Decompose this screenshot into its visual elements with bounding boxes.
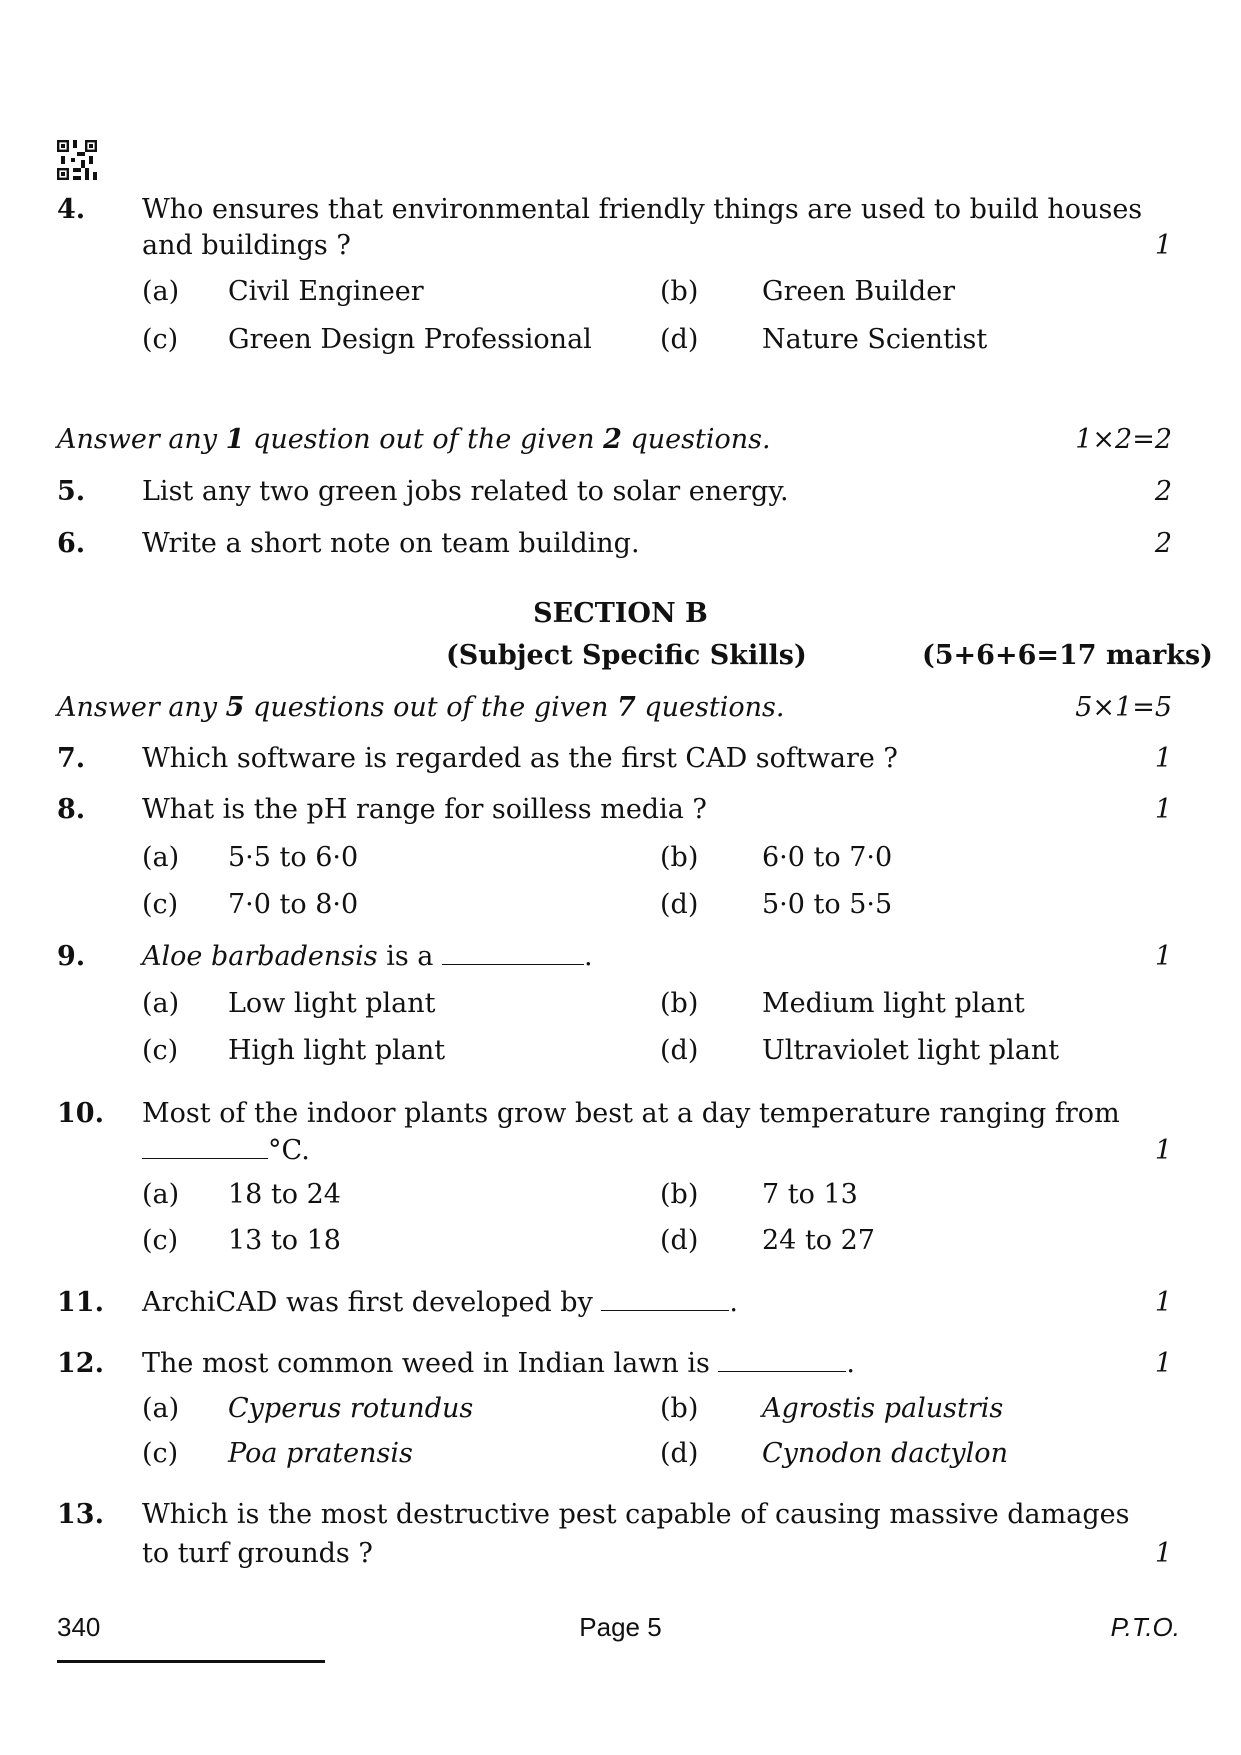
- option-text: Medium light plant: [762, 988, 1025, 1019]
- option-letter: (a): [142, 988, 180, 1019]
- option-text: 5·0 to 5·5: [762, 889, 893, 920]
- question-number: 10.: [57, 1098, 104, 1129]
- question-text: and buildings ?: [142, 230, 351, 261]
- option-text: 24 to 27: [762, 1225, 875, 1256]
- option-text: Agrostis palustris: [762, 1393, 1004, 1424]
- question-text: What is the pH range for soilless media ?: [142, 794, 707, 825]
- marks-label: 2: [1154, 528, 1172, 559]
- marks-label: 1: [1154, 230, 1172, 261]
- question-text: to turf grounds ?: [142, 1538, 373, 1569]
- option-letter: (a): [142, 276, 180, 307]
- marks-label: 1: [1154, 941, 1172, 972]
- option-text: Green Builder: [762, 276, 956, 307]
- marks-label: 1: [1154, 1287, 1172, 1318]
- question-number: 8.: [57, 794, 86, 825]
- marks-label: 1: [1154, 794, 1172, 825]
- option-text: 7·0 to 8·0: [228, 889, 359, 920]
- option-text: Cyperus rotundus: [228, 1393, 474, 1424]
- section-title: SECTION B: [533, 598, 708, 629]
- question-text: List any two green jobs related to solar energy.: [142, 476, 789, 507]
- marks-label: 2: [1154, 476, 1172, 507]
- option-letter: (c): [142, 324, 179, 355]
- option-text: 18 to 24: [228, 1179, 341, 1210]
- option-text: High light plant: [228, 1035, 446, 1066]
- question-number: 6.: [57, 528, 86, 559]
- question-text: °C.: [142, 1133, 310, 1169]
- option-letter: (d): [660, 1438, 699, 1469]
- option-letter: (d): [660, 324, 699, 355]
- marks-label: 5×1=5: [1075, 692, 1172, 723]
- option-text: 7 to 13: [762, 1179, 858, 1210]
- marks-label: 1×2=2: [1075, 424, 1172, 455]
- option-letter: (c): [142, 1438, 179, 1469]
- question-text: Most of the indoor plants grow best at a day temperature ranging from: [142, 1098, 1120, 1129]
- option-letter: (d): [660, 1225, 699, 1256]
- option-text: 5·5 to 6·0: [228, 842, 359, 873]
- option-letter: (b): [660, 988, 699, 1019]
- option-letter: (b): [660, 1179, 699, 1210]
- option-letter: (c): [142, 1225, 179, 1256]
- option-letter: (d): [660, 889, 699, 920]
- option-text: Low light plant: [228, 988, 436, 1019]
- option-letter: (b): [660, 842, 699, 873]
- question-number: 7.: [57, 743, 86, 774]
- question-text: ArchiCAD was first developed by .: [142, 1287, 739, 1318]
- marks-label: 1: [1154, 1348, 1172, 1379]
- qr-code-icon: [57, 140, 97, 180]
- option-text: Ultraviolet light plant: [762, 1035, 1060, 1066]
- option-text: Green Design Professional: [228, 324, 592, 355]
- section-subtitle: (Subject Specific Skills): [446, 640, 807, 671]
- marks-label: 1: [1154, 1135, 1172, 1166]
- question-text: The most common weed in Indian lawn is .: [142, 1348, 855, 1379]
- option-letter: (c): [142, 889, 179, 920]
- question-number: 11.: [57, 1287, 104, 1318]
- option-letter: (a): [142, 1179, 180, 1210]
- option-text: Nature Scientist: [762, 324, 988, 355]
- instruction: Answer any 5 questions out of the given 7 questions.: [57, 692, 785, 723]
- question-text: Which is the most destructive pest capable of causing massive damages: [142, 1499, 1130, 1530]
- question-text: Aloe barbadensis is a .: [142, 941, 593, 972]
- footer-rule: [57, 1660, 325, 1663]
- section-marks: (5+6+6=17 marks): [922, 640, 1213, 671]
- question-number: 4.: [57, 194, 86, 225]
- page-number: Page 5: [579, 1612, 662, 1642]
- option-text: 6·0 to 7·0: [762, 842, 893, 873]
- question-text: Which software is regarded as the first CAD software ?: [142, 743, 898, 774]
- option-text: Poa pratensis: [228, 1438, 413, 1469]
- option-text: 13 to 18: [228, 1225, 341, 1256]
- instruction: Answer any 1 question out of the given 2 questions.: [57, 424, 771, 455]
- option-letter: (d): [660, 1035, 699, 1066]
- option-letter: (b): [660, 276, 699, 307]
- marks-label: 1: [1154, 1538, 1172, 1569]
- option-text: Cynodon dactylon: [762, 1438, 1008, 1469]
- option-letter: (c): [142, 1035, 179, 1066]
- question-number: 12.: [57, 1348, 104, 1379]
- paper-code: 340: [57, 1612, 101, 1642]
- question-text: Who ensures that environmental friendly things are used to build houses: [142, 194, 1143, 225]
- question-number: 5.: [57, 476, 86, 507]
- marks-label: 1: [1154, 743, 1172, 774]
- question-number: 13.: [57, 1499, 104, 1530]
- question-number: 9.: [57, 941, 86, 972]
- option-letter: (b): [660, 1393, 699, 1424]
- option-text: Civil Engineer: [228, 276, 424, 307]
- question-text: Write a short note on team building.: [142, 528, 640, 559]
- pto-label: P.T.O.: [1110, 1612, 1180, 1642]
- option-letter: (a): [142, 1393, 180, 1424]
- option-letter: (a): [142, 842, 180, 873]
